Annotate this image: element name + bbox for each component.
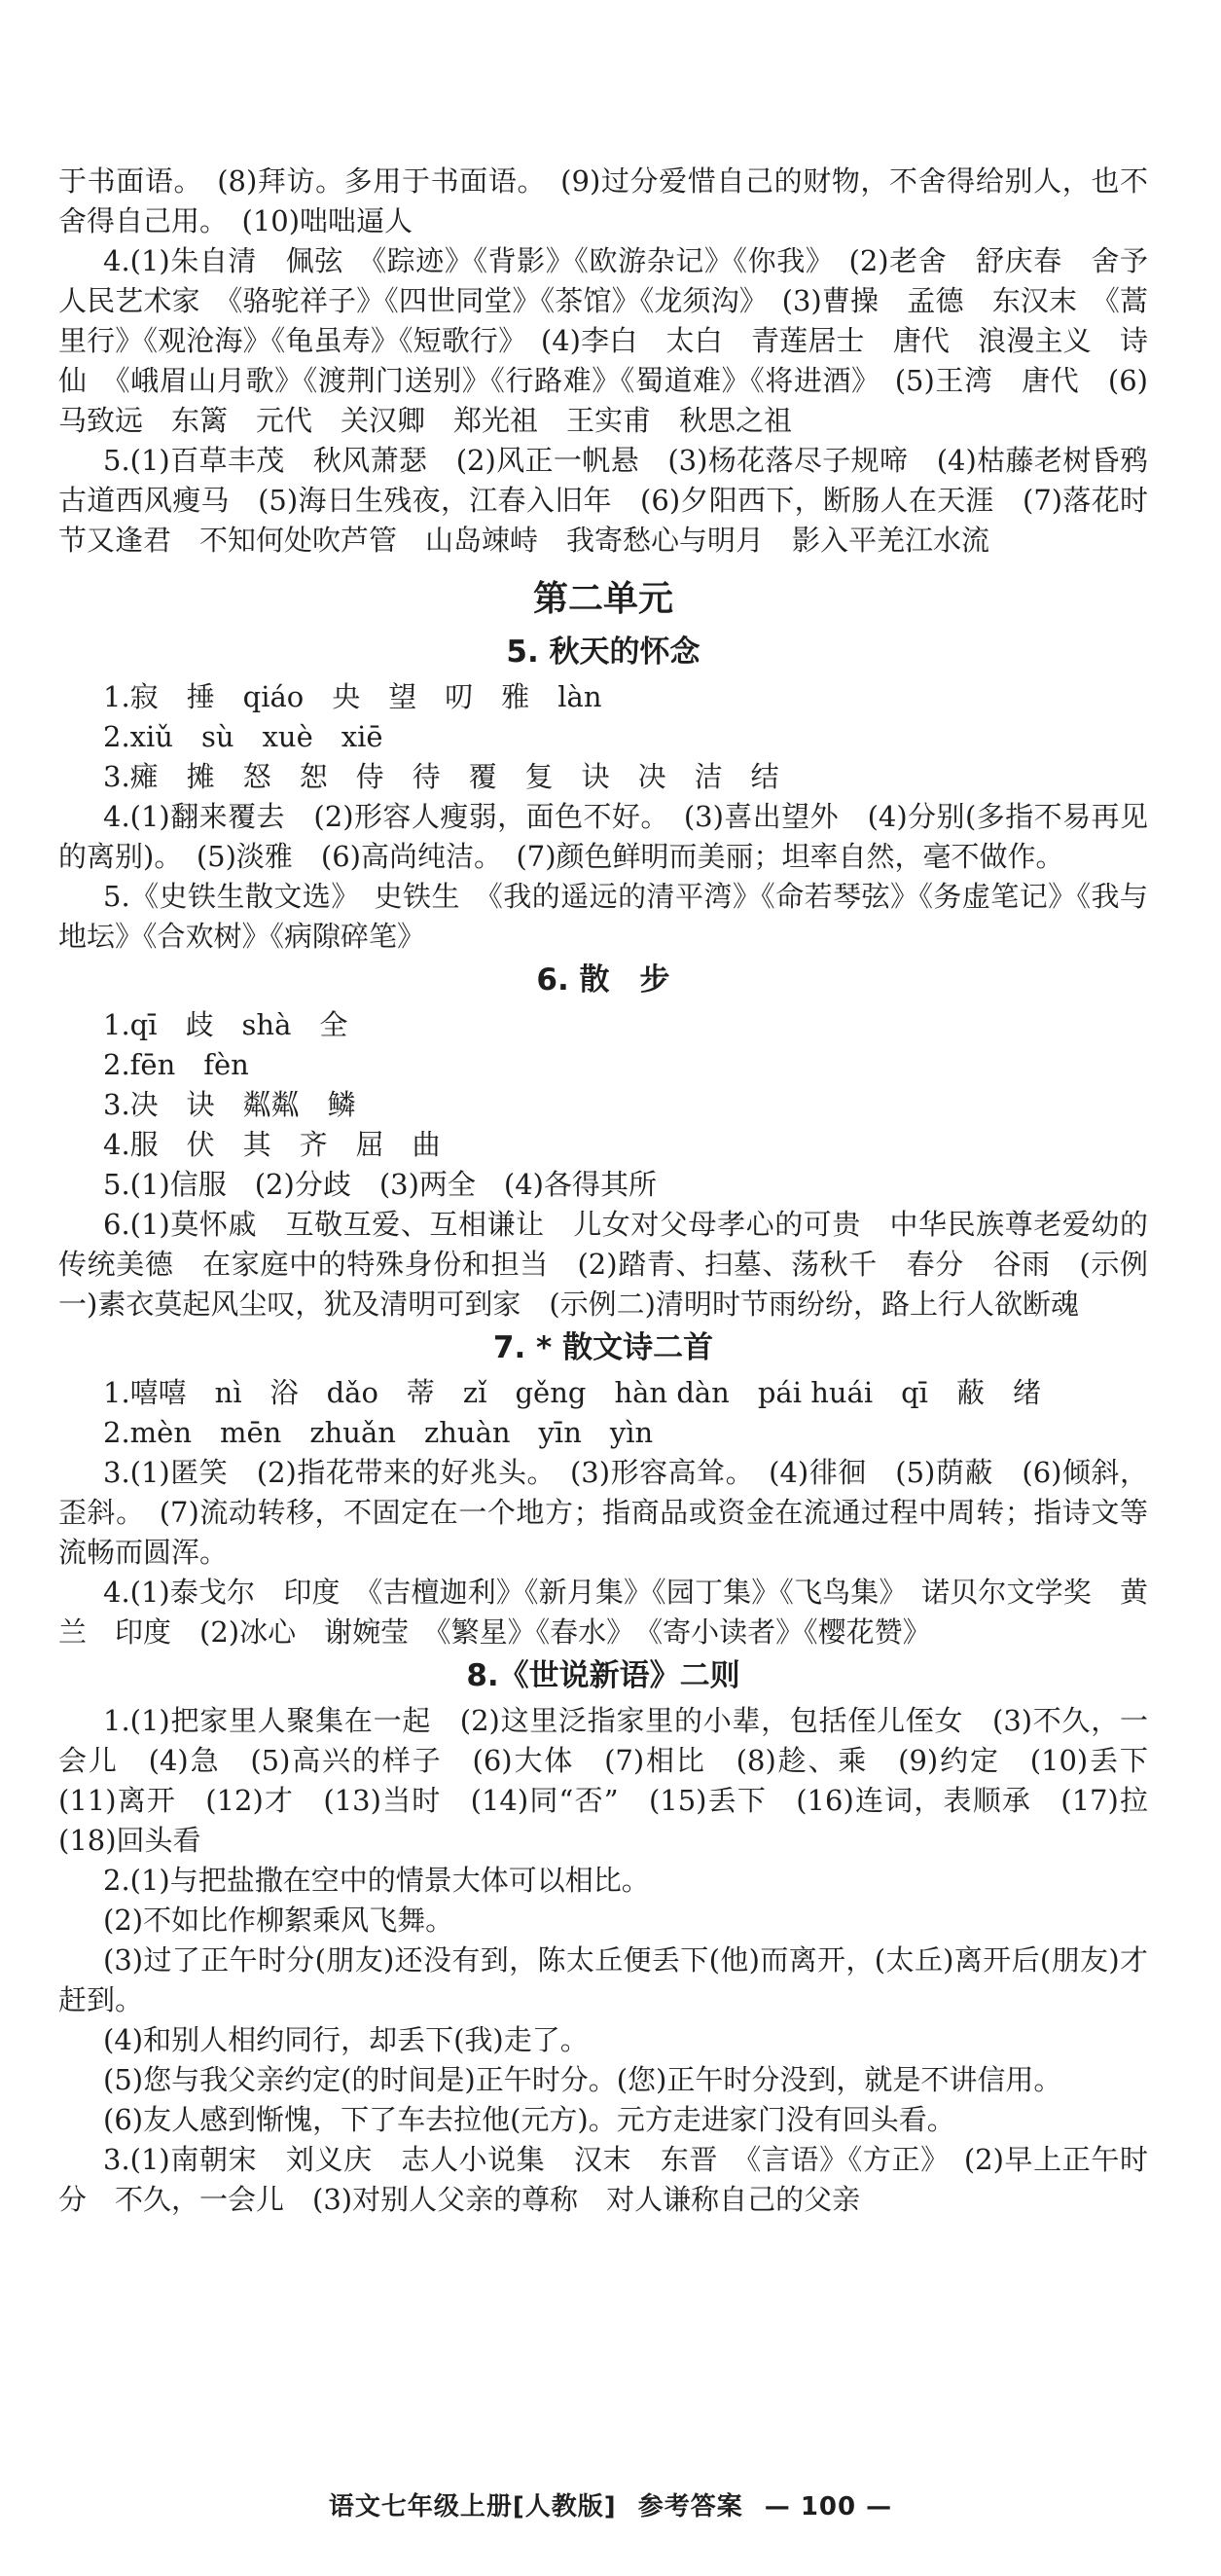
lesson8-line-3: (2)不如比作柳絮乘风飞舞。 — [103, 1904, 454, 1937]
page-footer — [0, 2486, 1221, 2522]
lesson5-line-4: 4.(1)翻来覆去 (2)形容人瘦弱，面色不好。 (3)喜出望外 (4)分别(多指不易再见的离别)。 (5)淡雅 (6)高尚纯洁。 (7)颜色鲜明而美丽；坦率自然，毫不做作。 — [58, 800, 1148, 873]
intro-paragraph-1: 于书面语。 (8)拜访。多用于书面语。 (9)过分爱惜自己的财物，不舍得给别人，也不舍得自己用。 (10)咄咄逼人 — [58, 164, 1148, 237]
lesson5-line-1: 1.寂 捶 qiáo 央 望 叨 雅 làn — [103, 680, 602, 713]
lesson8-line-8: 3.(1)南朝宋 刘义庆 志人小说集 汉末 东晋 《言语》《方正》 (2)早上正午时分 不久，一会儿 (3)对别人父亲的尊称 对人谦称自己的父亲 — [58, 2143, 1148, 2216]
lesson5-line-5: 5.《史铁生散文选》 史铁生 《我的遥远的清平湾》《命若琴弦》《务虚笔记》《我与地坛》《合欢树》《病隙碎笔》 — [58, 880, 1148, 953]
lesson6-line-5: 5.(1)信服 (2)分歧 (3)两全 (4)各得其所 — [103, 1168, 657, 1201]
lesson8-line-4: (3)过了正午时分(朋友)还没有到，陈太丘便丢下(他)而离开，(太丘)离开后(朋友)才赶到。 — [58, 1943, 1148, 2016]
lesson5-line-2: 2.xiǔ sù xuè xiē — [103, 720, 383, 753]
lesson6-title: 6. 散 步 — [536, 962, 670, 998]
lesson5-title: 5. 秋天的怀念 — [506, 635, 700, 670]
lesson7-line-1: 1.嘻嘻 nì 浴 dǎo 蒂 zǐ gěng hàn dàn pái huái qī 蔽 绪 — [103, 1376, 1041, 1409]
lesson8-title: 8.《世说新语》二则 — [466, 1658, 740, 1693]
lesson8-line-5: (4)和别人相约同行，却丢下(我)走了。 — [103, 2023, 589, 2056]
intro-paragraph-2: 4.(1)朱自清 佩弦 《踪迹》《背影》《欧游杂记》《你我》 (2)老舍 舒庆春 舍予 人民艺术家 《骆驼祥子》《四世同堂》《茶馆》《龙须沟》 (3)曹操 孟德 东汉末 《蒿里行》《观沧海》《龟虽寿》《短歌行》 (4)李白 太白 青莲居士 唐代 浪漫主义 诗仙 《峨眉山月歌》《渡荆门送别》《行路难》《蜀道难》《将进酒》 (5)王湾 唐代 (6)马致远 东篱 元代 关汉卿 郑光祖 王实甫 秋思之祖 — [58, 244, 1177, 437]
footer-book-title: 语文七年级上册[人教版] — [328, 2492, 617, 2522]
lesson7-line-4: 4.(1)泰戈尔 印度 《吉檀迦利》《新月集》《园丁集》《飞鸟集》 诺贝尔文学奖 黄兰 印度 (2)冰心 谢婉莹 《繁星》《春水》 《寄小读者》《樱花赞》 — [58, 1576, 1148, 1649]
unit-title: 第二单元 — [532, 579, 673, 619]
lesson6-line-2: 2.fēn fèn — [103, 1048, 249, 1081]
lesson8-line-6: (5)您与我父亲约定(的时间是)正午时分。(您)正午时分没到，就是不讲信用。 — [103, 2063, 1062, 2096]
lesson7-title: 7. * 散文诗二首 — [492, 1330, 714, 1365]
lesson7-line-2: 2.mèn mēn zhuǎn zhuàn yīn yìn — [103, 1416, 654, 1449]
lesson6-line-4: 4.服 伏 其 齐 屈 曲 — [103, 1128, 441, 1161]
page-content — [58, 162, 1177, 2220]
footer-section-label: 参考答案 — [637, 2492, 743, 2522]
lesson8-line-2: 2.(1)与把盐撒在空中的情景大体可以相比。 — [103, 1864, 650, 1897]
page-number: — 100 — — [764, 2492, 893, 2522]
lesson5-line-3: 3.瘫 摊 怒 恕 侍 待 覆 复 诀 决 洁 结 — [103, 760, 779, 793]
intro-paragraph-3: 5.(1)百草丰茂 秋风萧瑟 (2)风正一帆悬 (3)杨花落尽子规啼 (4)枯藤老树昏鸦 古道西风瘦马 (5)海日生残夜，江春入旧年 (6)夕阳西下，断肠人在天涯 (7)落花时节又逢君 不知何处吹芦管 山岛竦峙 我寄愁心与明月 影入平羌江水流 — [58, 444, 1177, 557]
lesson8-line-1: 1.(1)把家里人聚集在一起 (2)这里泛指家里的小辈，包括侄儿侄女 (3)不久，一会儿 (4)急 (5)高兴的样子 (6)大体 (7)相比 (8)趁、乘 (9)约定 (10)丢下 (11)离开 (12)才 (13)当时 (14)同“否” (15)丢下 (16)连词，表顺承 (17)拉 (18)回头看 — [58, 1704, 1177, 1857]
lesson7-line-3: 3.(1)匿笑 (2)指花带来的好兆头。 (3)形容高耸。 (4)徘徊 (5)荫蔽 (6)倾斜，歪斜。 (7)流动转移，不固定在一个地方；指商品或资金在流通过程中周转；指诗文等流畅而圆浑。 — [58, 1456, 1148, 1569]
lesson6-line-6: 6.(1)莫怀戚 互敬互爱、互相谦让 儿女对父母孝心的可贵 中华民族尊老爱幼的传统美德 在家庭中的特殊身份和担当 (2)踏青、扫墓、荡秋千 春分 谷雨 (示例一)素衣莫起风尘叹，犹及清明可到家 (示例二)清明时节雨纷纷，路上行人欲断魂 — [58, 1208, 1148, 1321]
lesson6-line-1: 1.qī 歧 shà 全 — [103, 1008, 348, 1041]
lesson6-line-3: 3.决 诀 粼粼 鳞 — [103, 1088, 356, 1121]
lesson8-line-7: (6)友人感到惭愧，下了车去拉他(元方)。元方走进家门没有回头看。 — [103, 2103, 955, 2136]
